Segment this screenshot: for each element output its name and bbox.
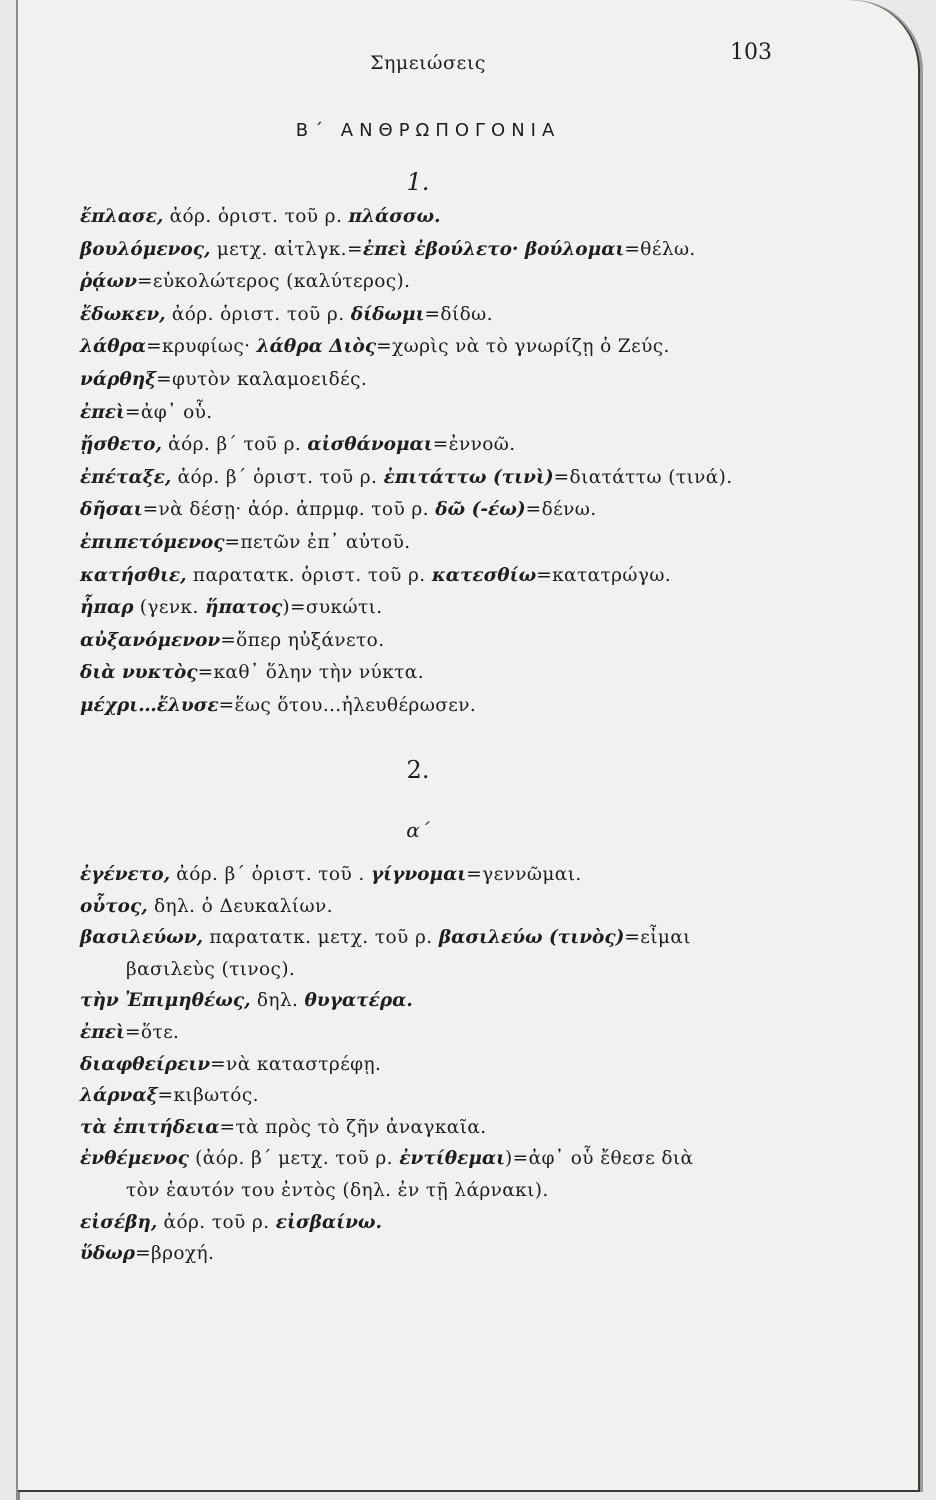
headword: ὕδωρ (80, 1243, 136, 1265)
gloss-text: =πετῶν ἐπ᾽ αὐτοῦ. (224, 532, 411, 553)
gloss-text: =νὰ καταστρέφῃ. (210, 1053, 382, 1075)
gloss-text: ἀόρ. ὁριστ. τοῦ ρ. (165, 303, 351, 325)
book-page (18, 0, 920, 1492)
note-line (80, 1148, 693, 1170)
note-line (80, 467, 733, 489)
running-head: Σημειώσεις (370, 52, 486, 74)
headword: ἐπεὶ (80, 401, 125, 423)
headword: κατεσθίω (431, 564, 537, 586)
headword: εἰσβαίνω. (275, 1211, 382, 1233)
note-line (80, 1212, 382, 1234)
headword: ἐντίθεμαι (399, 1148, 506, 1170)
part2-heading: 2. (406, 756, 430, 784)
note-line (80, 597, 383, 619)
part2-subheading: α΄ (406, 818, 430, 842)
headword: βουλόμενος, (80, 238, 211, 260)
note-line (80, 695, 476, 717)
gloss-text: =θέλω. (624, 238, 696, 260)
gloss-text: =ὅτε. (125, 1022, 180, 1043)
gloss-text: =νὰ δέσῃ· ἀόρ. ἀπρμφ. τοῦ ρ. (142, 499, 436, 521)
note-line (80, 927, 691, 949)
note-line (80, 896, 333, 918)
gloss-text: (γενκ. (133, 597, 206, 619)
gloss-text: ἀόρ. τοῦ ρ. (157, 1211, 276, 1233)
note-line (80, 1022, 179, 1044)
gloss-text: )=συκώτι. (282, 597, 383, 619)
headword: ᾔσθετο, (80, 434, 162, 456)
gloss-text: =ἕως ὅτου…ἠλευθέρωσεν. (218, 695, 477, 716)
note-line (126, 1180, 549, 1202)
note-line (80, 271, 410, 293)
headword: διαφθείρειν (80, 1053, 211, 1075)
note-line (80, 662, 424, 684)
gloss-text: =κιβωτός. (157, 1085, 259, 1107)
note-line (80, 402, 213, 424)
headword: λάθρα (80, 336, 147, 358)
headword: ἔπλασε, (80, 206, 164, 227)
headword: ἐγένετο, (80, 864, 171, 885)
headword: δῆσαι (80, 499, 143, 521)
gloss-text: =τὰ πρὸς τὸ ζῆν ἀναγκαῖα. (219, 1116, 487, 1138)
headword: ἐπεὶ ἐβούλετο· βούλομαι (362, 238, 625, 260)
part1-heading: 1. (406, 168, 430, 196)
note-line (80, 565, 671, 587)
gloss-text: (ἀόρ. β΄ μετχ. τοῦ ρ. (188, 1148, 400, 1170)
gloss-text: )=ἀφ᾽ οὗ ἔθεσε διὰ (505, 1148, 694, 1170)
headword: θυγατέρα. (304, 990, 413, 1012)
headword: τὰ ἐπιτήδεια (80, 1116, 220, 1138)
note-line (80, 1243, 214, 1265)
gloss-text: =εἶμαι (624, 927, 691, 949)
gloss-text: =καθ᾽ ὅλην τὴν νύκτα. (197, 662, 424, 684)
headword: ἧπαρ (80, 597, 134, 619)
note-line (80, 434, 516, 456)
headword: διὰ νυκτὸς (80, 662, 198, 684)
note-line (80, 499, 597, 521)
gloss-text: =ὅπερ ηὐξάνετο. (220, 629, 385, 651)
gloss-text: =εὐκολώτερος (καλύτερος). (137, 271, 411, 293)
note-line (80, 1085, 259, 1107)
note-line (80, 1054, 381, 1076)
note-line (80, 990, 413, 1012)
gloss-text: δηλ. (250, 990, 305, 1012)
gloss-text: παρατατκ. ὁριστ. τοῦ ρ. (186, 564, 432, 586)
gloss-text: τὸν ἑαυτόν του ἐντὸς (δηλ. ἐν τῇ λάρνακι). (126, 1180, 549, 1201)
headword: εἰσέβη, (80, 1211, 158, 1233)
gloss-text: =φυτὸν καλαμοειδές. (156, 369, 368, 390)
gloss-text: βασιλεὺς (τινος). (126, 958, 296, 980)
note-line (80, 630, 385, 652)
headword: ἐνθέμενος (80, 1148, 189, 1170)
headword: αἰσθάνομαι (307, 434, 433, 456)
note-line (80, 304, 493, 326)
note-line (80, 206, 441, 228)
gloss-text: ἀόρ. β΄ ὁριστ. τοῦ . (170, 864, 371, 885)
gloss-text: παρατατκ. μετχ. τοῦ ρ. (203, 927, 439, 949)
headword: ἐπέταξε, (80, 466, 172, 488)
headword: ἐπιπετόμενος (80, 532, 225, 553)
gloss-text: μετχ. αἰτλγκ.= (210, 238, 363, 260)
headword: γίγνομαι (370, 864, 467, 885)
headword: ἐπιτάττω (τινὶ) (383, 466, 554, 488)
note-line (126, 959, 295, 981)
note-line (80, 336, 670, 358)
note-line (80, 532, 411, 554)
gloss-text: =κατατρώγω. (536, 564, 672, 586)
gloss-text: =δένω. (525, 499, 597, 521)
gloss-text: =δίδω. (424, 303, 493, 325)
headword: βασιλεύων, (80, 927, 204, 949)
gloss-text: =βροχή. (135, 1243, 215, 1265)
page-number: 103 (730, 40, 772, 65)
note-line (80, 369, 367, 391)
headword: λάρναξ (80, 1085, 158, 1107)
headword: ἥπατος (205, 597, 283, 619)
headword: οὗτος, (80, 895, 148, 917)
headword: μέχρι…ἔλυσε (80, 695, 219, 716)
headword: δῶ (-έω) (435, 499, 526, 521)
gloss-text: =ἀφ᾽ οὗ. (125, 401, 213, 423)
headword: δίδωμι (350, 303, 425, 325)
headword: λάθρα Διὸς (256, 336, 377, 358)
gloss-text: δηλ. ὁ Δευκαλίων. (147, 895, 333, 917)
gloss-text: =γεννῶμαι. (466, 864, 582, 885)
headword: πλάσσω. (348, 206, 441, 227)
note-line (80, 239, 696, 261)
gloss-text: =διατάττω (τινά). (553, 466, 733, 488)
gloss-text: =ἐννοῶ. (432, 434, 516, 456)
gloss-text: =κρυφίως· (146, 336, 257, 358)
headword: κατήσθιε, (80, 564, 187, 586)
note-line (80, 864, 582, 886)
gloss-text: ἀόρ. β΄ τοῦ ρ. (161, 434, 308, 456)
headword: βασιλεύω (τινὸς) (438, 927, 625, 949)
section-title: Β΄ ΑΝΘΡΩΠΟΓΟΝΙΑ (295, 120, 561, 141)
note-line (80, 1117, 487, 1139)
headword: ἐπεὶ (80, 1022, 125, 1043)
headword: νάρθηξ (80, 369, 157, 390)
gloss-text: ἀόρ. ὁριστ. τοῦ ρ. (163, 206, 349, 227)
gloss-text: =χωρὶς νὰ τὸ γνωρίζῃ ὁ Ζεύς. (376, 336, 670, 358)
headword: ἔδωκεν, (80, 303, 166, 325)
gloss-text: ἀόρ. β΄ ὁριστ. τοῦ ρ. (171, 466, 384, 488)
headword: τὴν Ἐπιμηθέως, (80, 990, 251, 1012)
headword: ῥᾴων (80, 271, 137, 293)
headword: αὐξανόμενον (80, 629, 221, 651)
